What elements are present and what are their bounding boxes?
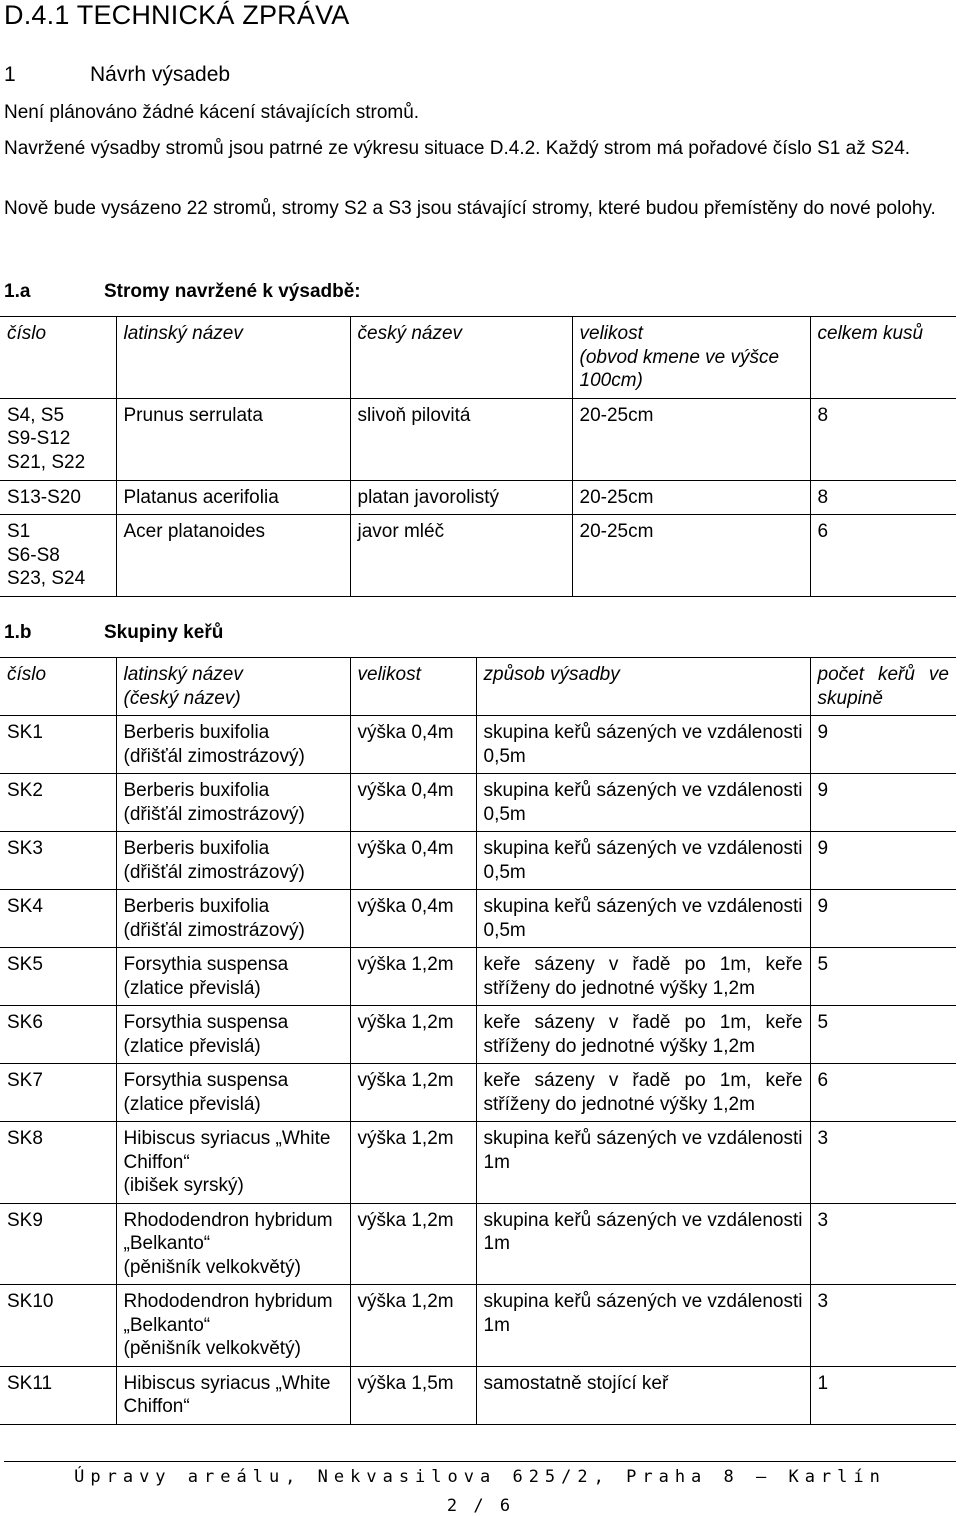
table-row [0, 948, 956, 1006]
shrub-name: Berberis buxifolia (dřišťál zimostrázový) [116, 774, 350, 832]
tree-latin: Platanus acerifolia [116, 480, 350, 515]
shrub-name: Forsythia suspensa (zlatice převislá) [116, 1064, 350, 1122]
header-name: latinský název (český název) [116, 658, 350, 716]
shrub-id: SK2 [0, 774, 116, 832]
tree-size: 20-25cm [572, 515, 810, 597]
shrub-size: výška 0,4m [350, 716, 476, 774]
shrubs-subheading [4, 622, 223, 644]
header-count: počet keřů ve skupině [810, 658, 956, 716]
shrub-count: 9 [810, 716, 956, 774]
shrub-id: SK8 [0, 1122, 116, 1204]
tree-latin: Prunus serrulata [116, 398, 350, 480]
table-row [0, 1122, 956, 1204]
shrub-id: SK11 [0, 1366, 116, 1424]
shrub-size: výška 0,4m [350, 774, 476, 832]
shrub-name: Forsythia suspensa (zlatice převislá) [116, 1006, 350, 1064]
shrub-id: SK1 [0, 716, 116, 774]
trees-subheading-title: Stromy navržené k výsadbě: [104, 281, 361, 302]
shrubs-subheading-title: Skupiny keřů [104, 622, 224, 643]
shrub-method: samostatně stojící keř [476, 1366, 810, 1424]
shrub-name: Hibiscus syriacus „White Chiffon“ [116, 1366, 350, 1424]
tree-id: S13-S20 [0, 480, 116, 515]
shrubs-table-header [0, 658, 956, 716]
shrub-size: výška 0,4m [350, 832, 476, 890]
header-size: velikost [350, 658, 476, 716]
table-row [0, 716, 956, 774]
tree-latin: Acer platanoides [116, 515, 350, 597]
shrub-method: skupina keřů sázených ve vzdálenosti 0,5m [476, 716, 810, 774]
paragraph-new-trees: Nově bude vysázeno 22 stromů, stromy S2 a S3 jsou stávající stromy, které budou přemístěny do nové polohy. [4, 198, 936, 219]
section-heading [4, 63, 230, 87]
shrub-name: Berberis buxifolia (dřišťál zimostrázový) [116, 890, 350, 948]
shrub-count: 6 [810, 1064, 956, 1122]
shrub-name: Rhododendron hybridum „Belkanto“ (pěnišník velkokvětý) [116, 1285, 350, 1367]
trees-subheading [4, 281, 361, 303]
shrub-method: skupina keřů sázených ve vzdálenosti 1m [476, 1122, 810, 1204]
shrub-size: výška 1,2m [350, 1203, 476, 1285]
header-size: velikost (obvod kmene ve výšce 100cm) [572, 317, 810, 399]
table-row [0, 480, 956, 515]
tree-id: S4, S5 S9-S12 S21, S22 [0, 398, 116, 480]
shrub-count: 9 [810, 774, 956, 832]
table-row [0, 1203, 956, 1285]
header-method: způsob výsadby [476, 658, 810, 716]
tree-count: 6 [810, 515, 956, 597]
tree-czech: slivoň pilovitá [350, 398, 572, 480]
shrub-name: Forsythia suspensa (zlatice převislá) [116, 948, 350, 1006]
shrub-method: keře sázeny v řadě po 1m, keře stříženy do jednotné výšky 1,2m [476, 948, 810, 1006]
paragraph-planting-plan: Navržené výsadby stromů jsou patrné ze výkresu situace D.4.2. Každý strom má pořadové číslo S1 až S24. [4, 138, 911, 159]
shrub-id: SK5 [0, 948, 116, 1006]
shrubs-subheading-number: 1.b [4, 622, 32, 643]
shrub-size: výška 0,4m [350, 890, 476, 948]
shrub-name: Rhododendron hybridum „Belkanto“ (pěnišník velkokvětý) [116, 1203, 350, 1285]
shrub-method: keře sázeny v řadě po 1m, keře stříženy do jednotné výšky 1,2m [476, 1064, 810, 1122]
shrub-method: skupina keřů sázených ve vzdálenosti 0,5m [476, 832, 810, 890]
footer-divider [4, 1461, 956, 1462]
table-row [0, 1064, 956, 1122]
shrub-size: výška 1,2m [350, 1006, 476, 1064]
shrub-method: keře sázeny v řadě po 1m, keře stříženy do jednotné výšky 1,2m [476, 1006, 810, 1064]
shrub-size: výška 1,2m [350, 948, 476, 1006]
table-row [0, 774, 956, 832]
header-id: číslo [0, 658, 116, 716]
tree-size: 20-25cm [572, 480, 810, 515]
trees-table [0, 316, 956, 597]
shrub-name: Berberis buxifolia (dřišťál zimostrázový) [116, 716, 350, 774]
shrub-count: 3 [810, 1203, 956, 1285]
shrub-count: 5 [810, 948, 956, 1006]
table-row [0, 1366, 956, 1424]
tree-czech: platan javorolistý [350, 480, 572, 515]
trees-subheading-number: 1.a [4, 281, 31, 302]
shrub-id: SK10 [0, 1285, 116, 1367]
tree-count: 8 [810, 480, 956, 515]
header-czech: český název [350, 317, 572, 399]
tree-id: S1 S6-S8 S23, S24 [0, 515, 116, 597]
shrub-id: SK4 [0, 890, 116, 948]
shrub-count: 3 [810, 1122, 956, 1204]
table-row [0, 832, 956, 890]
tree-size: 20-25cm [572, 398, 810, 480]
shrub-count: 9 [810, 832, 956, 890]
table-row [0, 515, 956, 597]
header-count: celkem kusů [810, 317, 956, 399]
shrub-method: skupina keřů sázených ve vzdálenosti 1m [476, 1285, 810, 1367]
tree-czech: javor mléč [350, 515, 572, 597]
shrub-method: skupina keřů sázených ve vzdálenosti 0,5m [476, 774, 810, 832]
table-row [0, 890, 956, 948]
shrub-id: SK7 [0, 1064, 116, 1122]
shrub-name: Berberis buxifolia (dřišťál zimostrázový) [116, 832, 350, 890]
shrub-id: SK9 [0, 1203, 116, 1285]
shrub-size: výška 1,2m [350, 1122, 476, 1204]
section-title: Návrh výsadeb [90, 63, 231, 86]
shrub-count: 3 [810, 1285, 956, 1367]
table-row [0, 1285, 956, 1367]
shrub-size: výška 1,5m [350, 1366, 476, 1424]
tree-count: 8 [810, 398, 956, 480]
shrub-count: 9 [810, 890, 956, 948]
paragraph-no-felling: Není plánováno žádné kácení stávajících stromů. [4, 102, 420, 123]
shrub-count: 5 [810, 1006, 956, 1064]
header-id: číslo [0, 317, 116, 399]
shrub-id: SK6 [0, 1006, 116, 1064]
shrub-size: výška 1,2m [350, 1064, 476, 1122]
page-number: 2 / 6 [446, 1496, 514, 1516]
shrub-method: skupina keřů sázených ve vzdálenosti 0,5m [476, 890, 810, 948]
trees-table-header [0, 317, 956, 399]
shrubs-table [0, 657, 956, 1425]
footer-project-name: Úpravy areálu, Nekvasilova 625/2, Praha 8 – Karlín [74, 1467, 886, 1487]
shrub-count: 1 [810, 1366, 956, 1424]
header-latin: latinský název [116, 317, 350, 399]
shrub-size: výška 1,2m [350, 1285, 476, 1367]
shrub-name: Hibiscus syriacus „White Chiffon“ (ibišek syrský) [116, 1122, 350, 1204]
document-title: D.4.1 TECHNICKÁ ZPRÁVA [4, 0, 350, 30]
shrub-method: skupina keřů sázených ve vzdálenosti 1m [476, 1203, 810, 1285]
section-number: 1 [4, 63, 16, 86]
shrub-id: SK3 [0, 832, 116, 890]
table-row [0, 1006, 956, 1064]
table-row [0, 398, 956, 480]
